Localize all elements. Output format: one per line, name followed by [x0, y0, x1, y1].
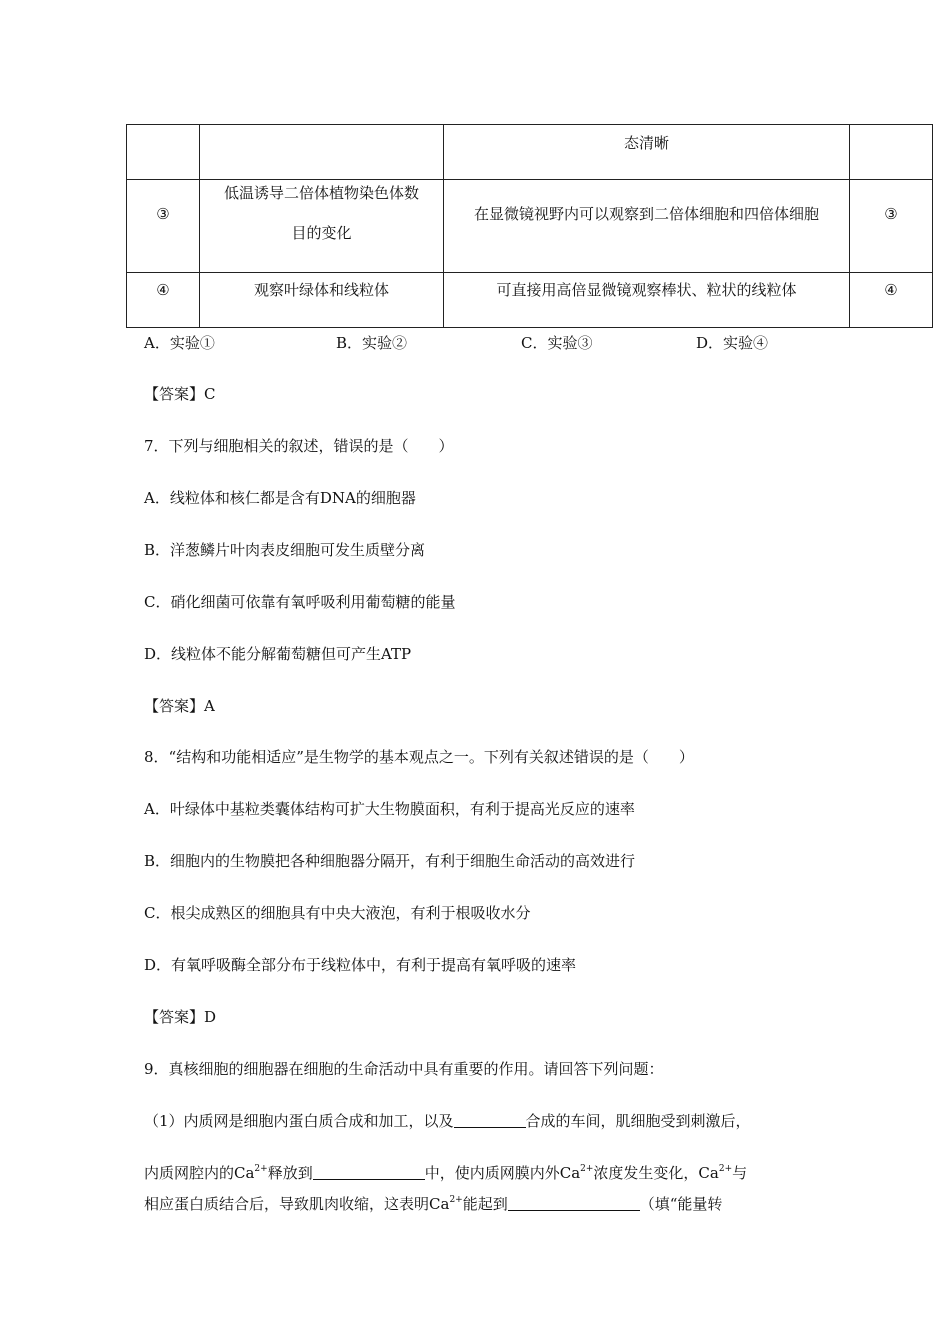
q7-answer: 【答案】A — [144, 697, 215, 715]
q9-part1-line3: 相应蛋白质结合后，导致肌肉收缩，这表明$Ca^{2+}$能起到 （填“能量转 — [144, 1195, 723, 1213]
table-cell-num: ③ — [127, 180, 200, 273]
q7-option-d: D．线粒体不能分解葡萄糖但可产生ATP — [144, 645, 412, 663]
q6-option-a: A．实验① — [144, 334, 215, 352]
table-cell-observation: 态清晰 — [444, 125, 850, 180]
q6-option-b: B．实验② — [336, 334, 408, 352]
table-cell-mark: ③ — [850, 180, 933, 273]
answer-blank[interactable] — [508, 1194, 640, 1211]
table-cell-mark: ④ — [850, 273, 933, 328]
q8-option-c: C．根尖成熟区的细胞具有中央大液泡，有利于根吸收水分 — [144, 904, 531, 922]
q9-part1-line1: （1）内质网是细胞内蛋白质合成和加工，以及 合成的车间，肌细胞受到刺激后， — [144, 1112, 751, 1130]
q6-option-d: D．实验④ — [696, 334, 769, 352]
q6-option-c: C．实验③ — [521, 334, 593, 352]
q8-option-a: A．叶绿体中基粒类囊体结构可扩大生物膜面积，有利于提高光反应的速率 — [144, 800, 635, 818]
table-cell-num: ④ — [127, 273, 200, 328]
q8-option-b: B．细胞内的生物膜把各种细胞器分隔开，有利于细胞生命活动的高效进行 — [144, 852, 636, 870]
answer-blank[interactable] — [454, 1111, 526, 1128]
q9-part1-line2: 内质网腔内的$Ca^{2+}$释放到 中，使内质网膜内外$Ca^{2+}$浓度发生变化，$Ca^{2+}$与 — [144, 1164, 748, 1182]
q6-answer: 【答案】C — [144, 385, 216, 403]
table-cell-mark — [850, 125, 933, 180]
table-cell-experiment — [200, 125, 444, 180]
table-cell-observation: 在显微镜视野内可以观察到二倍体细胞和四倍体细胞 — [444, 180, 850, 273]
table-cell-experiment: 观察叶绿体和线粒体 — [200, 273, 444, 328]
q8-option-d: D．有氧呼吸酶全部分布于线粒体中，有利于提高有氧呼吸的速率 — [144, 956, 577, 974]
table-cell-num — [127, 125, 200, 180]
table-cell-observation: 可直接用高倍显微镜观察棒状、粒状的线粒体 — [444, 273, 850, 328]
q7-stem: 7．下列与细胞相关的叙述，错误的是（ ） — [144, 437, 454, 455]
experiment-table — [126, 124, 933, 328]
q7-option-b: B．洋葱鳞片叶肉表皮细胞可发生质壁分离 — [144, 541, 426, 559]
q6-options — [0, 332, 950, 354]
q8-answer: 【答案】D — [144, 1008, 217, 1026]
q9-stem: 9．真核细胞的细胞器在细胞的生命活动中具有重要的作用。请回答下列问题： — [144, 1060, 664, 1078]
table-cell-experiment: 低温诱导二倍体植物染色体数 目的变化 — [200, 180, 444, 273]
q8-stem: 8．“结构和功能相适应”是生物学的基本观点之一。下列有关叙述错误的是（ ） — [144, 748, 694, 766]
table-row — [127, 273, 933, 328]
table-row — [127, 125, 933, 180]
answer-blank[interactable] — [313, 1163, 425, 1180]
q7-option-a: A．线粒体和核仁都是含有DNA的细胞器 — [144, 489, 416, 507]
q7-option-c: C．硝化细菌可依靠有氧呼吸利用葡萄糖的能量 — [144, 593, 456, 611]
table-row — [127, 180, 933, 273]
